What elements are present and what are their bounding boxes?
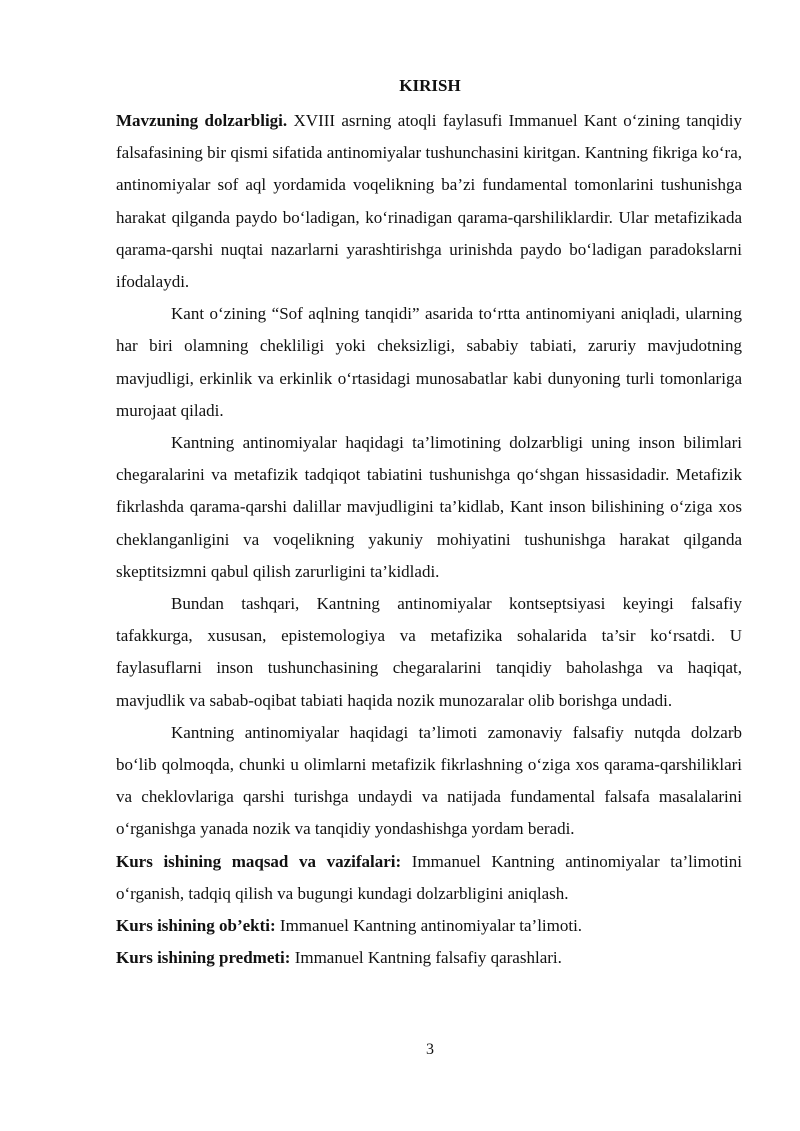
paragraph-text: Kantning antinomiyalar haqidagi ta’limoti zamonaviy falsafiy nutqda dolzarb bo‘lib qolmoqda, chunki u olimlarni metafizik fikrlashning o‘ziga xos qarama-qarshiliklari va cheklovlariga qarshi turishga undaydi va natijada fundamental falsafa masalalarini o‘rganishga yanada nozik va tanqidiy yondashishga yordam beradi. xyxy=(116,722,742,839)
paragraph-text: Bundan tashqari, Kantning antinomiyalar kontseptsiyasi keyingi falsafiy tafakkurga, xususan, epistemologiya va metafizika sohalarida ta’sir ko‘rsatdi. U faylasuflarni inson tushunchasining chegaralarini tanqidiy baholashga va haqiqat, mavjudlik va sabab-oqibat tabiati haqida nozik munozaralar olib borishga undadi. xyxy=(116,594,742,710)
paragraph-relevance xyxy=(116,105,742,298)
paragraph-kant-relevance xyxy=(116,427,742,588)
paragraph-text: Kantning antinomiyalar haqidagi ta’limotining dolzarbligi uning inson bilimlari chegaralarini va metafizik tadqiqot tabiatini tushunishga qo‘shgan hissasidadir. Metafizik fikrlashda qarama-qarshi dalillar mavjudligini ta’kidlab, Kant inson bilishining o‘ziga xos cheklanganligini va voqelikning yakuniy mohiyatini tushunishga harakat qilganda skeptitsizmni qabul qilish zarurligini ta’kidladi. xyxy=(116,433,742,581)
paragraph-text: Immanuel Kantning antinomiyalar ta’limoti. xyxy=(275,916,583,936)
paragraph-modern-discourse xyxy=(116,717,742,846)
paragraph-lead: Kurs ishining maqsad va vazifalari: xyxy=(116,851,402,871)
paragraph-text: Kant o‘zining “Sof aqlning tanqidi” asarida to‘rtta antinomiyani aniqladi, ularning har biri olamning chekliligi yoki cheksizligi, sababiy tabiati, zaruriy mavjudotning mavjudligi, erkinlik va erkinlik o‘rtasidagi munosabatlar kabi dunyoning turli tomonlariga murojaat qiladi. xyxy=(116,304,742,420)
paragraph-kant-critique xyxy=(116,298,742,427)
paragraph-lead: Mavzuning dolzarbligi. xyxy=(116,111,288,130)
paragraph-text: Immanuel Kantning falsafiy qarashlari. xyxy=(290,948,562,968)
paragraph-lead: Kurs ishining ob’ekti: xyxy=(116,916,276,936)
page-number: 3 xyxy=(426,1041,434,1058)
paragraph-goals xyxy=(116,846,742,910)
paragraph-object xyxy=(116,910,742,942)
paragraph-text: XVIII asrning atoqli faylasufi Immanuel Kant o‘zining tanqidiy falsafasining bir qismi sifatida antinomiyalar tushunchasini kiritgan. Kantning fikriga ko‘ra, antinomiyalar sof aql yordamida voqelikning ba’zi fundamental tomonlarini tushunishga harakat qilganda paydo bo‘ladigan, ko‘rinadigan qarama-qarshiliklardir. Ular metafizikada qarama-qarshi nuqtai nazarlarni yarashtirishga urinishda paydo bo‘ladigan paradokslarni ifodalaydi. xyxy=(116,111,743,292)
paragraph-lead: Kurs ishining predmeti: xyxy=(116,948,291,968)
section-heading: KIRISH xyxy=(399,76,461,95)
paragraph-influence xyxy=(116,588,742,717)
body-text xyxy=(116,105,742,974)
paragraph-text: Immanuel Kantning antinomiyalar ta’limotini o‘rganish, tadqiq qilish va bugungi kundagi dolzarbligini aniqlash. xyxy=(116,851,742,903)
paragraph-subject xyxy=(116,942,742,974)
